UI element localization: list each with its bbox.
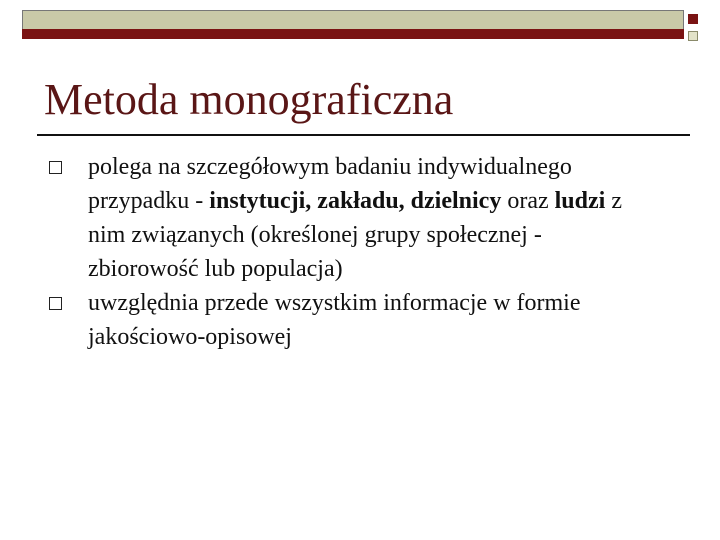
bullet-list: [0, 150, 720, 354]
bullet-text-part: z nim związanych (określonej grupy społecznej - zbiorowość lub populacja): [88, 188, 622, 282]
bullet-text-bold: ludzi: [554, 188, 606, 214]
slide-title: Metoda monograficzna: [44, 75, 454, 124]
header-decor-band: [22, 29, 684, 39]
bullet-text-part: oraz: [501, 188, 555, 214]
bullet-item: [0, 150, 648, 286]
bullet-item: [0, 286, 648, 354]
header-decor-box: [22, 10, 684, 30]
title-divider: [37, 134, 690, 136]
hollow-square-icon: [49, 161, 62, 174]
bullet-text-bold: instytucji, zakładu, dzielnicy: [209, 188, 502, 214]
header-decor-square-filled: [688, 14, 698, 24]
header-decor-square-hollow: [688, 31, 698, 41]
hollow-square-icon: [49, 297, 62, 310]
bullet-text-part: polega na szczegółowym badaniu indywidualnego przypadku -: [88, 154, 572, 214]
bullet-text-part: uwzględnia przede wszystkim informacje w formie jakościowo-opisowej: [88, 290, 581, 350]
